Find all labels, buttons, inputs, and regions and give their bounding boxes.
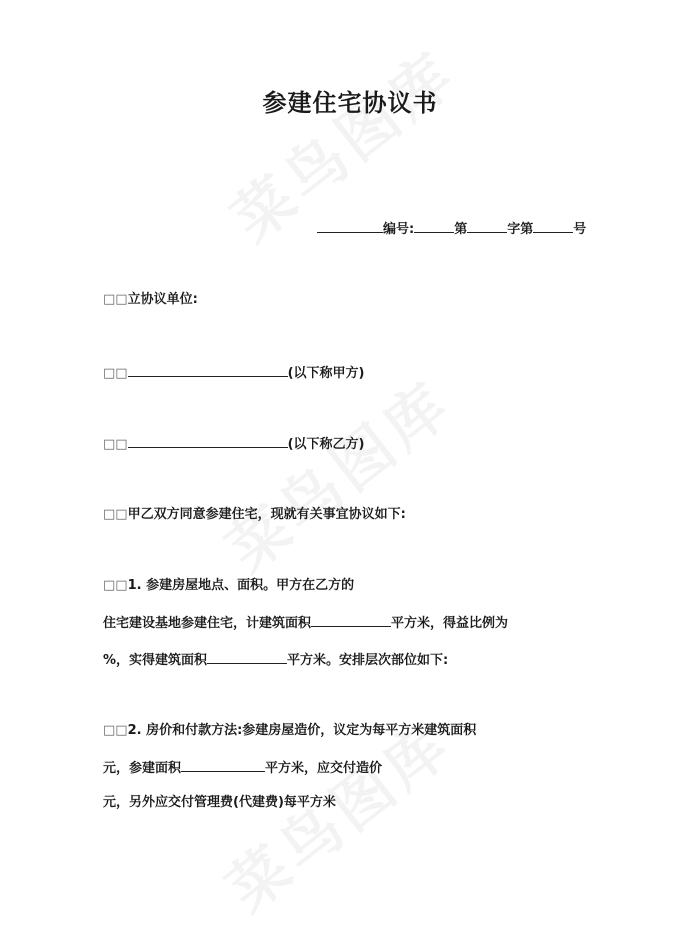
parties-heading-text: 立协议单位:	[127, 292, 198, 307]
indent-marks: □□	[103, 723, 128, 738]
party-a-blank[interactable]	[128, 363, 288, 377]
party-b-suffix: (以下称乙方)	[287, 437, 365, 452]
participation-area-blank[interactable]	[181, 758, 265, 772]
document-number-line	[317, 219, 586, 239]
clause-1-line-3	[103, 650, 448, 670]
watermark	[207, 358, 468, 588]
intro-text: 甲乙双方同意参建住宅，现就有关事宜协议如下:	[127, 507, 406, 522]
party-b-line	[103, 434, 364, 454]
document-title: 参建住宅协议书	[262, 89, 438, 117]
clause-1-text: 平方米。安排层次部位如下:	[287, 653, 449, 668]
clause-1-line-1	[103, 577, 354, 595]
number-zidi: 字第	[507, 222, 534, 237]
actual-area-blank[interactable]	[207, 650, 287, 664]
clause-2-line-1	[103, 722, 476, 740]
party-a-suffix: (以下称甲方)	[287, 366, 365, 381]
clause-2-text: 2. 房价和付款方法:参建房屋造价，议定为每平方米建筑面积	[127, 723, 477, 738]
blank-field[interactable]	[317, 219, 383, 233]
clause-1-text: 1. 参建房屋地点、面积。甲方在乙方的	[127, 578, 355, 593]
clause-1-line-2	[103, 613, 508, 633]
clause-2-text: 元，另外应交付管理费(代建费)每平方米	[103, 795, 336, 810]
clause-1-text: 平方米，得益比例为	[391, 616, 509, 631]
parties-heading	[103, 291, 198, 309]
indent-marks: □□	[103, 366, 128, 381]
clause-2-text: 平方米，应交付造价	[265, 761, 383, 776]
clause-2-text: 元，参建面积	[103, 761, 182, 776]
blank-field[interactable]	[467, 219, 507, 233]
indent-marks: □□	[103, 437, 128, 452]
clause-2-line-3	[103, 794, 336, 812]
clause-1-text: 住宅建设基地参建住宅，计建筑面积	[103, 616, 312, 631]
clause-2-line-2	[103, 758, 382, 778]
blank-field[interactable]	[533, 219, 573, 233]
number-hao: 号	[573, 222, 587, 237]
party-a-line	[103, 363, 364, 383]
number-label: 编号:	[383, 222, 415, 237]
indent-marks: □□	[103, 578, 128, 593]
blank-field[interactable]	[414, 219, 454, 233]
party-b-blank[interactable]	[128, 434, 288, 448]
indent-marks: □□	[103, 507, 128, 522]
number-di: 第	[454, 222, 468, 237]
intro-paragraph	[103, 506, 406, 524]
building-area-blank[interactable]	[311, 613, 391, 627]
clause-1-text: %，实得建筑面积	[103, 653, 208, 668]
indent-marks: □□	[103, 292, 128, 307]
